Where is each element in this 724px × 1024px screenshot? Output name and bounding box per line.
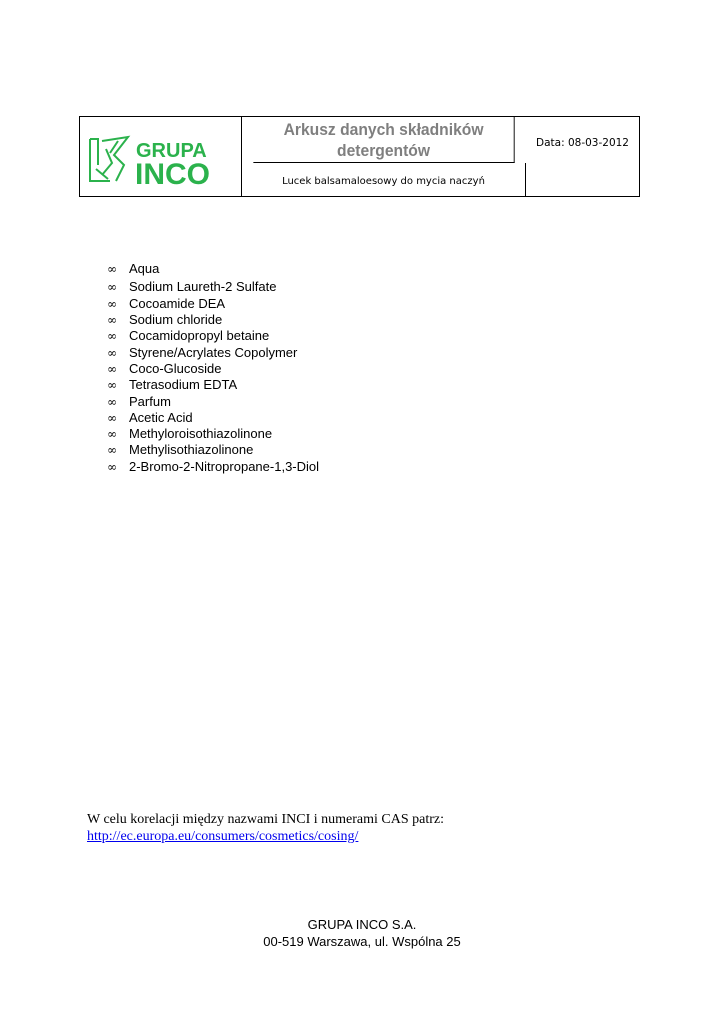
ingredient-list — [107, 261, 319, 475]
infinity-bullet-icon: ∞ — [107, 296, 117, 311]
logo-text-top: GRUPA — [136, 140, 207, 162]
ingredient-name: Coco-Glucoside — [129, 360, 222, 376]
cosing-link[interactable]: http://ec.europa.eu/consumers/cosmetics/cosing/ — [87, 829, 359, 844]
ingredient-name: Sodium Laureth-2 Sulfate — [129, 279, 277, 295]
footer — [0, 916, 724, 950]
infinity-bullet-icon: ∞ — [107, 313, 117, 328]
cas-note — [87, 811, 444, 845]
infinity-bullet-icon: ∞ — [107, 394, 117, 409]
infinity-bullet-icon: ∞ — [107, 361, 117, 376]
list-item — [107, 344, 319, 360]
cas-note-text: W celu korelacji między nazwami INCI i numerami CAS patrz: — [87, 812, 445, 827]
list-item — [107, 361, 319, 377]
infinity-bullet-icon: ∞ — [107, 378, 117, 393]
ingredient-name: 2-Bromo-2-Nitropropane-1,3-Diol — [129, 458, 320, 474]
ingredient-name: Cocamidopropyl betaine — [129, 328, 270, 344]
infinity-bullet-icon: ∞ — [107, 443, 117, 458]
ingredient-name: Tetrasodium EDTA — [129, 377, 238, 393]
ingredient-name: Cocoamide DEA — [129, 295, 226, 311]
product-name: Lucek balsamaloesowy do mycia naczyń — [242, 163, 526, 196]
footer-address: 00-519 Warszawa, ul. Wspólna 25 — [263, 934, 461, 949]
ingredient-name: Styrene/Acrylates Copolymer — [129, 344, 298, 360]
document-title: Arkusz danych składników detergentów — [253, 117, 514, 163]
list-item — [107, 312, 319, 328]
ingredient-name: Parfum — [129, 393, 171, 409]
ingredient-name: Methylisothiazolinone — [129, 442, 254, 458]
logo-text-bottom: INCO — [135, 158, 210, 185]
list-item — [107, 410, 319, 426]
infinity-bullet-icon: ∞ — [107, 262, 117, 277]
infinity-bullet-icon: ∞ — [107, 329, 117, 344]
footer-company: GRUPA INCO S.A. — [307, 917, 417, 932]
ingredient-name: Sodium chloride — [129, 312, 223, 328]
ingredient-name: Aqua — [129, 261, 160, 277]
list-item — [107, 261, 319, 277]
list-item — [107, 296, 319, 312]
infinity-bullet-icon: ∞ — [107, 345, 117, 360]
list-item — [107, 377, 319, 393]
ingredient-name: Methyloroisothiazolinone — [129, 426, 273, 442]
infinity-bullet-icon: ∞ — [107, 459, 117, 474]
ingredient-name: Acetic Acid — [129, 409, 193, 425]
list-item — [107, 328, 319, 344]
list-item — [107, 279, 319, 295]
infinity-bullet-icon: ∞ — [107, 280, 117, 295]
document-date: Data: 08-03-2012 — [536, 137, 629, 149]
header-table — [79, 116, 640, 197]
infinity-bullet-icon: ∞ — [107, 410, 117, 425]
grupa-inco-logo — [88, 135, 234, 185]
list-item — [107, 442, 319, 458]
list-item — [107, 393, 319, 409]
infinity-bullet-icon: ∞ — [107, 427, 117, 442]
list-item — [107, 426, 319, 442]
list-item — [107, 459, 319, 475]
logo-cell — [80, 117, 242, 196]
